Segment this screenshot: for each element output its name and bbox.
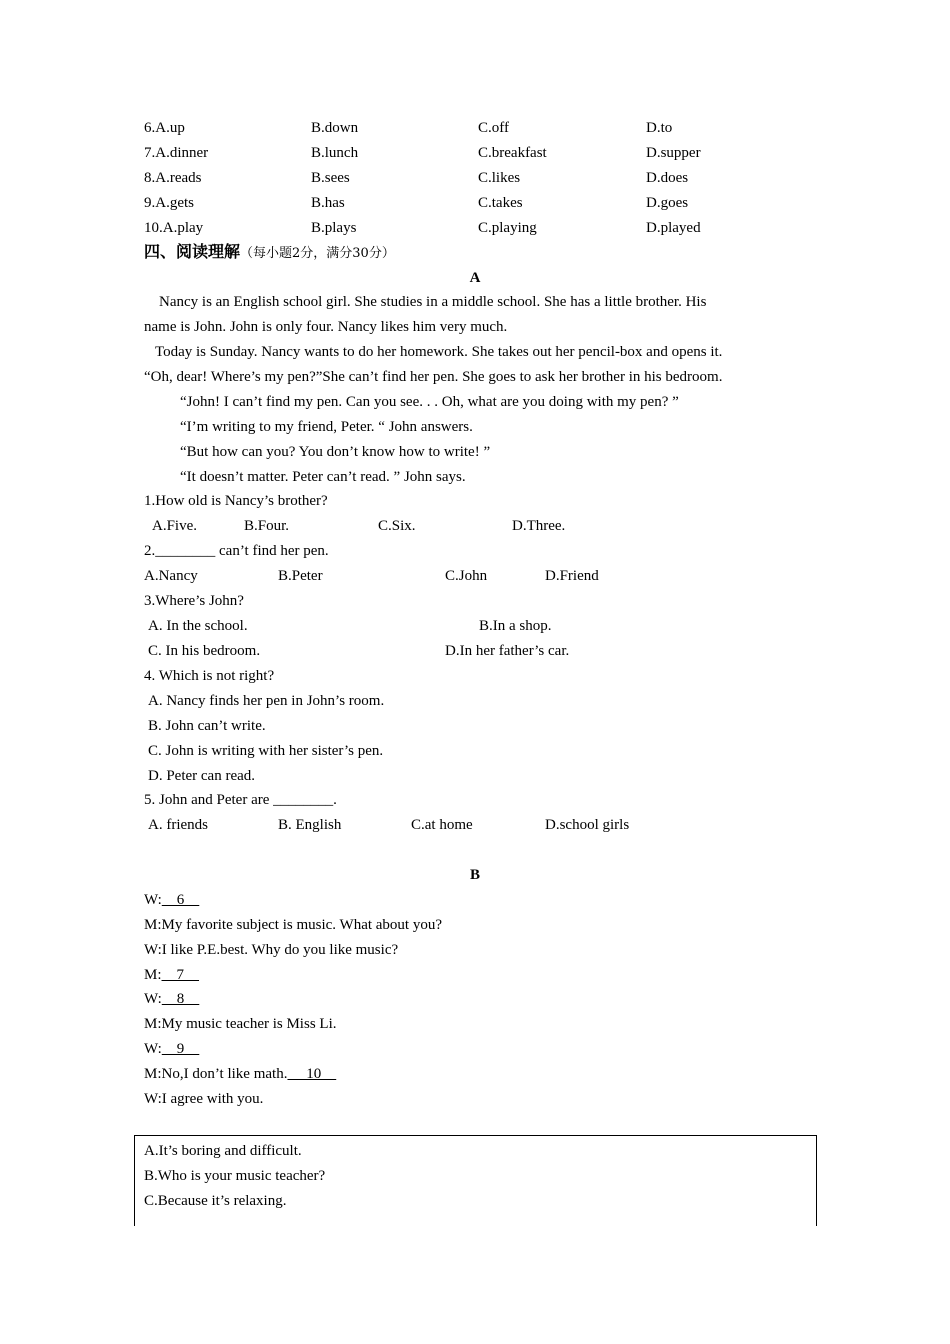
blank-6: 6	[161, 892, 200, 908]
q7-option-d: D.supper	[646, 145, 701, 161]
question-5-option-b: B. English	[278, 817, 342, 833]
q10-option-c: C.playing	[478, 220, 537, 236]
dialogue-line	[144, 890, 199, 910]
dialogue-line	[144, 965, 199, 985]
question-2-stem: 2.________ can’t find her pen.	[144, 543, 329, 559]
passage-a-line: “But how can you? You don’t know how to write! ”	[180, 444, 491, 460]
question-2-option-b: B.Peter	[278, 568, 323, 584]
dialogue-line: M:My music teacher is Miss Li.	[144, 1016, 337, 1032]
question-1-option-b: B.Four.	[244, 518, 290, 534]
dialogue-line	[144, 1064, 336, 1084]
question-3-option-c: C. In his bedroom.	[148, 643, 261, 659]
question-1-stem: 1.How old is Nancy’s brother?	[144, 493, 328, 509]
blank-10: 10	[287, 1066, 337, 1082]
dialogue-line: W:I agree with you.	[144, 1091, 264, 1107]
q6-option-c: C.off	[478, 120, 509, 136]
question-5-option-c: C.at home	[411, 817, 473, 833]
question-3-option-d: D.In her father’s car.	[445, 643, 570, 659]
question-4-option-d: D. Peter can read.	[148, 768, 256, 784]
choice-c: C.Because it’s relaxing.	[144, 1193, 287, 1209]
dialogue-text: M:No,I don’t like math.	[144, 1066, 288, 1082]
question-2-option-d: D.Friend	[545, 568, 599, 584]
question-1-option-d: D.Three.	[512, 518, 566, 534]
q9-option-d: D.goes	[646, 195, 689, 211]
question-4-option-a: A. Nancy finds her pen in John’s room.	[148, 693, 385, 709]
speaker: W:	[144, 991, 162, 1007]
question-5-option-d: D.school girls	[545, 817, 630, 833]
q8-option-c: C.likes	[478, 170, 521, 186]
question-3-option-b: B.In a shop.	[479, 618, 552, 634]
q8-option-b: B.sees	[311, 170, 350, 186]
dialogue-line: M:My favorite subject is music. What about you?	[144, 917, 443, 933]
q6-option-b: B.down	[311, 120, 359, 136]
question-3-option-a: A. In the school.	[148, 618, 248, 634]
choice-a: A.It’s boring and difficult.	[144, 1143, 302, 1159]
passage-a-label: A	[469, 270, 481, 286]
q8-option-a: 8.A.reads	[144, 170, 202, 186]
section-title: 四、阅读理解	[144, 242, 241, 261]
q7-option-c: C.breakfast	[478, 145, 547, 161]
question-2-option-a: A.Nancy	[144, 568, 198, 584]
q10-option-d: D.played	[646, 220, 701, 236]
q7-option-b: B.lunch	[311, 145, 359, 161]
q7-option-a: 7.A.dinner	[144, 145, 209, 161]
q10-option-a: 10.A.play	[144, 220, 204, 236]
q9-option-a: 9.A.gets	[144, 195, 194, 211]
choice-b: B.Who is your music teacher?	[144, 1168, 326, 1184]
question-4-stem: 4. Which is not right?	[144, 668, 275, 684]
blank-7: 7	[161, 967, 200, 983]
passage-a-line: “I’m writing to my friend, Peter. “ John answers.	[180, 419, 473, 435]
speaker: M:	[144, 967, 162, 983]
question-1-option-c: C.Six.	[378, 518, 416, 534]
q9-option-b: B.has	[311, 195, 345, 211]
passage-a-line: “John! I can’t find my pen. Can you see. . . Oh, what are you doing with my pen? ”	[180, 394, 679, 410]
blank-8: 8	[161, 991, 200, 1007]
question-2-option-c: C.John	[445, 568, 488, 584]
passage-a-line: “It doesn’t matter. Peter can’t read. ” John says.	[180, 469, 466, 485]
passage-a-line: name is John. John is only four. Nancy likes him very much.	[144, 319, 508, 335]
speaker: W:	[144, 1041, 162, 1057]
section-note: （每小题2分，满分30分）	[240, 246, 395, 261]
question-1-option-a: A.Five.	[152, 518, 197, 534]
passage-a-line: Today is Sunday. Nancy wants to do her homework. She takes out her pencil-box and opens it.	[144, 344, 723, 360]
question-5-stem: 5. John and Peter are ________.	[144, 792, 337, 808]
q6-option-a: 6.A.up	[144, 120, 185, 136]
q8-option-d: D.does	[646, 170, 689, 186]
section-heading	[144, 242, 395, 264]
q10-option-b: B.plays	[311, 220, 357, 236]
dialogue-line	[144, 989, 199, 1009]
dialogue-line	[144, 1039, 199, 1059]
q6-option-d: D.to	[646, 120, 673, 136]
dialogue-line: W:I like P.E.best. Why do you like music?	[144, 942, 399, 958]
question-5-option-a: A. friends	[148, 817, 208, 833]
speaker: W:	[144, 892, 162, 908]
passage-b-label: B	[469, 867, 480, 883]
passage-a-line: “Oh, dear! Where’s my pen?”She can’t find her pen. She goes to ask her brother in his bedroom.	[144, 369, 723, 385]
blank-9: 9	[161, 1041, 200, 1057]
question-4-option-c: C. John is writing with her sister’s pen.	[148, 743, 384, 759]
q9-option-c: C.takes	[478, 195, 523, 211]
passage-a-line: Nancy is an English school girl. She studies in a middle school. She has a little brother. His	[144, 294, 707, 310]
question-4-option-b: B. John can’t write.	[148, 718, 266, 734]
question-3-stem: 3.Where’s John?	[144, 593, 244, 609]
